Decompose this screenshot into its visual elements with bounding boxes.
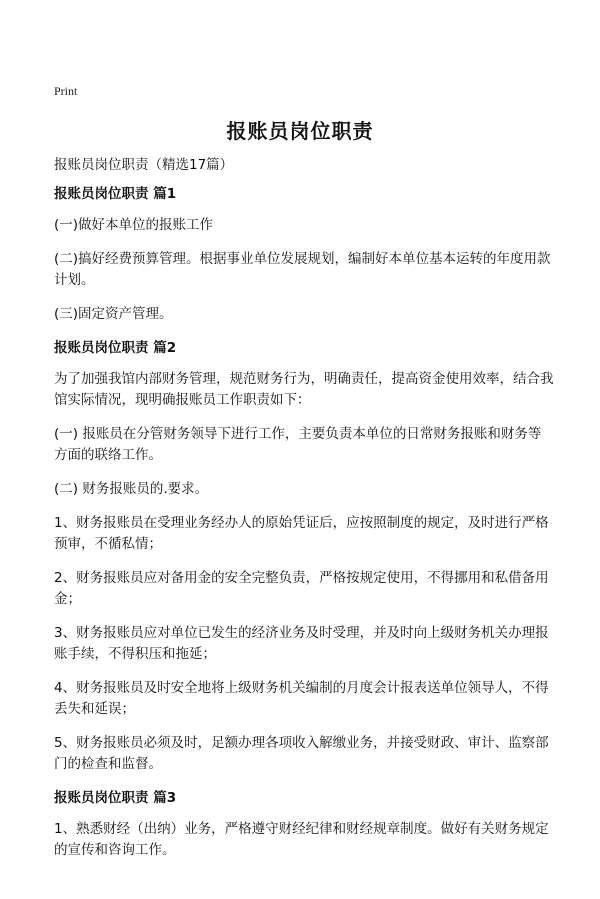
paragraph: 为了加强我馆内部财务管理，规范财务行为，明确责任，提高资金使用效率，结合我馆实际情况，现明确报账员工作职责如下： <box>54 371 554 408</box>
section-heading: 报账员岗位职责 篇1 <box>54 186 177 202</box>
paragraph: (二)搞好经费预算管理。根据事业单位发展规划，编制好本单位基本运转的年度用款计划。 <box>54 251 551 288</box>
section <box>54 788 554 861</box>
paragraph: (一)做好本单位的报账工作 <box>54 217 214 233</box>
paragraph: 5、财务报账员必须及时，足额办理各项收入解缴业务，并接受财政、审计、监察部门的检查和监督。 <box>54 735 549 772</box>
paragraph: (三)固定资产管理。 <box>54 306 173 322</box>
page-title: 报账员岗位职责 <box>226 119 374 143</box>
paragraph: 1、财务报账员在受理业务经办人的原始凭证后，应按照制度的规定，及时进行严格预审，不循私情； <box>54 515 549 552</box>
paragraph: (一) 报账员在分管财务领导下进行工作，主要负责本单位的日常财务报账和财务等方面的联络工作。 <box>54 426 542 463</box>
paragraph: 3、财务报账员应对单位已发生的经济业务及时受理，并及时向上级财务机关办理报账手续，不得积压和拖延； <box>54 625 549 662</box>
document-subtitle: 报账员岗位职责（精选17篇） <box>54 157 234 173</box>
paragraph: 1、熟悉财经（出纳）业务，严格遵守财经纪律和财经规章制度。做好有关财务规定的宣传和咨询工作。 <box>54 821 549 858</box>
print-link[interactable]: Print <box>54 84 78 98</box>
paragraph: 4、财务报账员及时安全地将上级财务机关编制的月度会计报表送单位领导人，不得丢失和延误； <box>54 680 549 717</box>
document-body <box>54 184 554 874</box>
section-heading: 报账员岗位职责 篇3 <box>54 790 177 806</box>
paragraph: (二) 财务报账员的.要求。 <box>54 481 209 497</box>
section-heading: 报账员岗位职责 篇2 <box>54 340 177 356</box>
paragraph: 2、财务报账员应对备用金的安全完整负责，严格按规定使用，不得挪用和私借备用金； <box>54 570 549 607</box>
section <box>54 338 554 775</box>
section <box>54 184 554 325</box>
